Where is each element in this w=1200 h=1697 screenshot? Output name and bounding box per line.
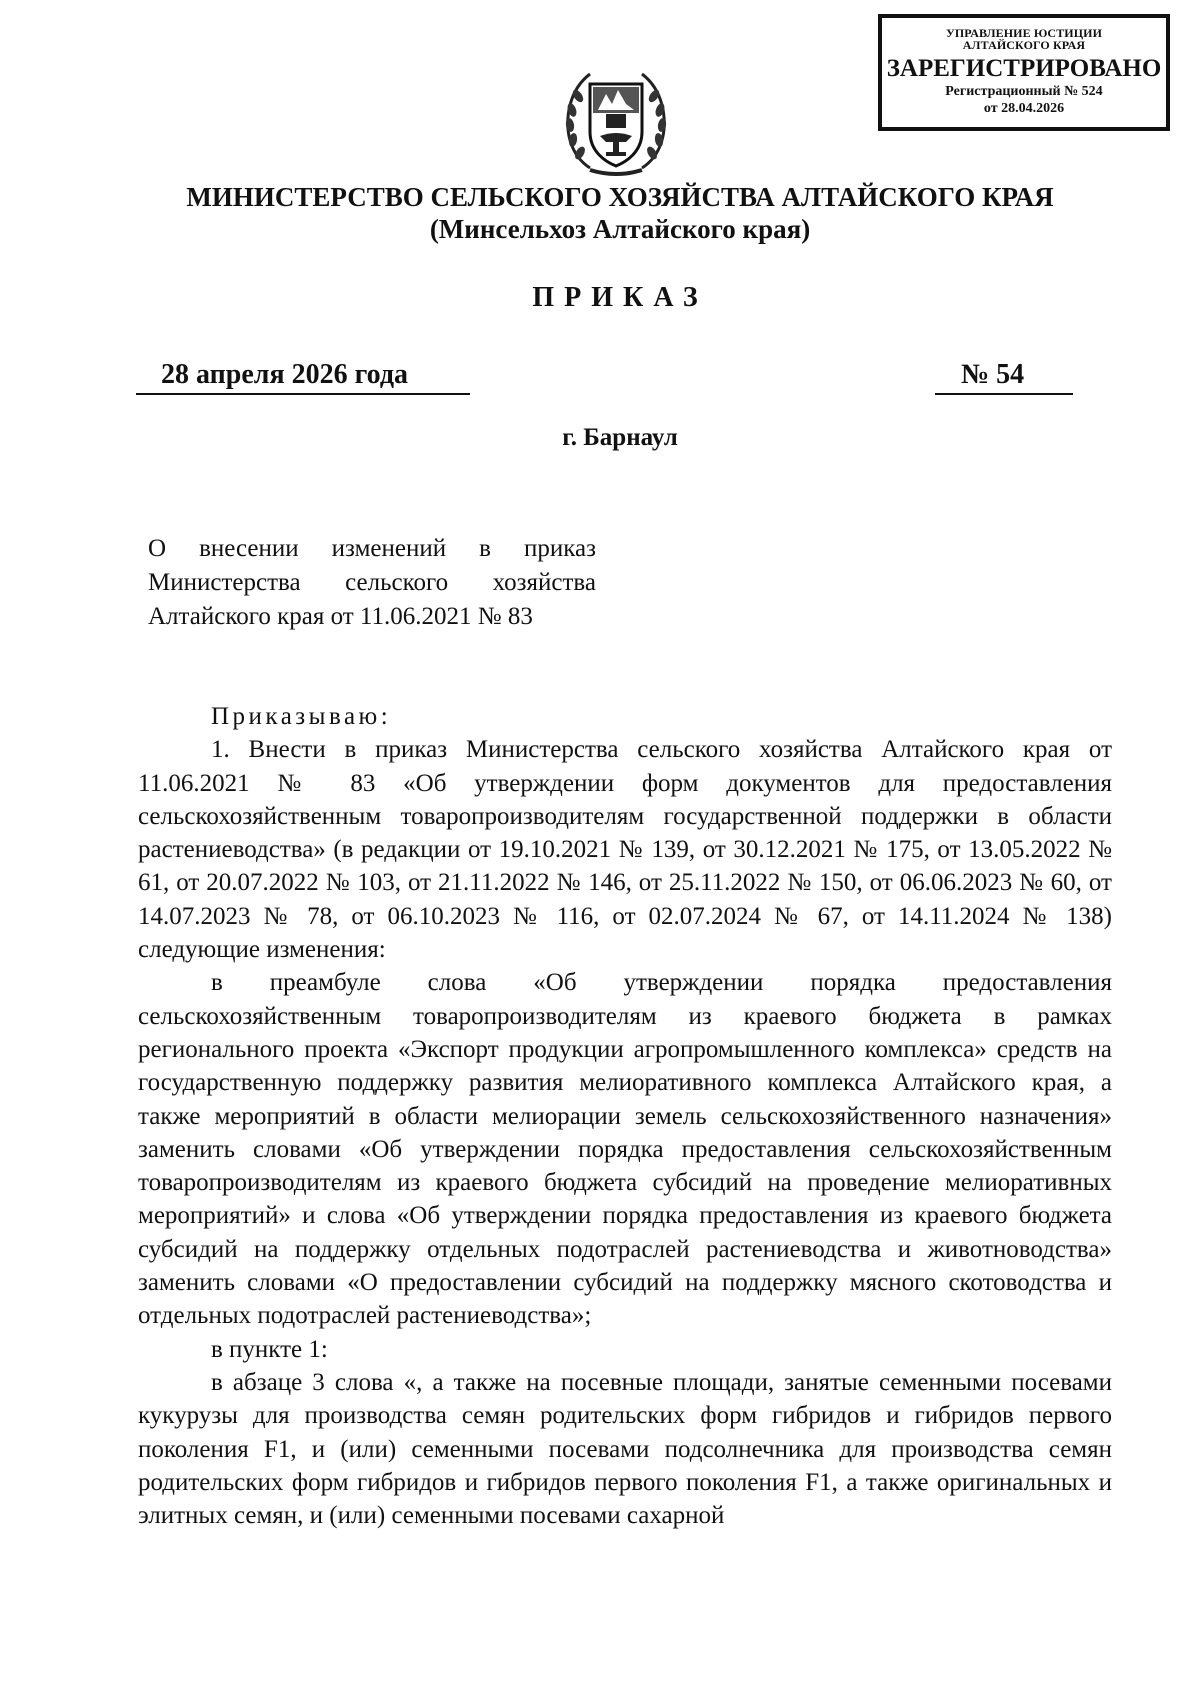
body-paragraph: в преамбуле слова «Об утверждении порядка предоставления сельскохозяйственным товаропроизводителям из краевого бюджета в рамках регионального проекта «Экспорт продукции агропромышленного комплекса» средств на государственную поддержку развития мелиоративного комплекса Алтайского края, а также мероприятий в области мелиорации земель сельскохозяйственного назначения» заменить словами «Об утверждении порядка предоставления сельскохозяйственным товаропроизводителям из краевого бюджета субсидий на проведение мелиоративных мероприятий» и слова «Об утверждении порядка предоставления из краевого бюджета субсидий на поддержку отдельных подотраслей растениеводства и животноводства» заменить словами «О предоставлении субсидий на поддержку мясного скотоводства и отдельных подотраслей растениеводства»; <box>138 969 1112 1330</box>
stamp-org-line2: АЛТАЙСКОГО КРАЯ <box>962 38 1086 52</box>
stamp-status: ЗАРЕГИСТРИРОВАНО <box>886 55 1162 82</box>
body-paragraph: в абзаце 3 слова «, а также на посевные площади, занятые семенными посевами кукурузы для производства семян родительских форм гибридов и гибридов первого поколения F1, и (или) семенными посевами подсолнечника для производства семян родительских форм гибридов и гибридов первого поколения F1, а также оригинальных и элитных семян, и (или) семенными посевами сахарной <box>138 1368 1112 1530</box>
stamp-reg-date: от 28.04.2026 <box>983 101 1065 116</box>
subject-line: О внесении изменений в приказ <box>148 535 596 562</box>
document-type: ПРИКАЗ <box>532 282 708 313</box>
registration-stamp <box>878 14 1170 131</box>
body-paragraph: 1. Внести в приказ Министерства сельского хозяйства Алтайского края от 11.06.2021 № 83 «Об утверждении форм документов для предоставления сельскохозяйственным товаропроизводителям государственной поддержки в области растениеводства» (в редакции от 19.10.2021 № 139, от 30.12.2021 № 175, от 13.05.2022 № 61, от 20.07.2022 № 103, от 21.11.2022 № 146, от 25.11.2022 № 150, от 06.06.2023 № 60, от 14.07.2023 № 78, от 06.10.2023 № 116, от 02.07.2024 № 67, от 14.11.2024 № 138) следующие изменения: <box>138 736 1112 964</box>
ministry-short-name: (Минсельхоз Алтайского края) <box>429 214 811 244</box>
order-date: 28 апреля 2026 года <box>136 357 470 395</box>
order-number: № 54 <box>935 357 1073 395</box>
stamp-org-line1: УПРАВЛЕНИЕ ЮСТИЦИИ <box>945 26 1103 40</box>
order-word: Приказываю: <box>211 703 392 730</box>
stamp-reg-number: Регистрационный № 524 <box>945 84 1103 99</box>
order-subject <box>148 532 596 634</box>
body-paragraph: в пункте 1: <box>211 1335 328 1363</box>
order-city: г. Барнаул <box>562 424 678 451</box>
subject-line: Алтайского края от 11.06.2021 № 83 <box>148 603 533 630</box>
ministry-name: МИНИСТЕРСТВО СЕЛЬСКОГО ХОЗЯЙСТВА АЛТАЙСКОГО КРАЯ <box>186 182 1054 212</box>
subject-line: Министерства сельского хозяйства <box>148 569 596 596</box>
order-body <box>138 700 1112 1532</box>
altai-krai-coat-of-arms-icon <box>560 60 672 180</box>
